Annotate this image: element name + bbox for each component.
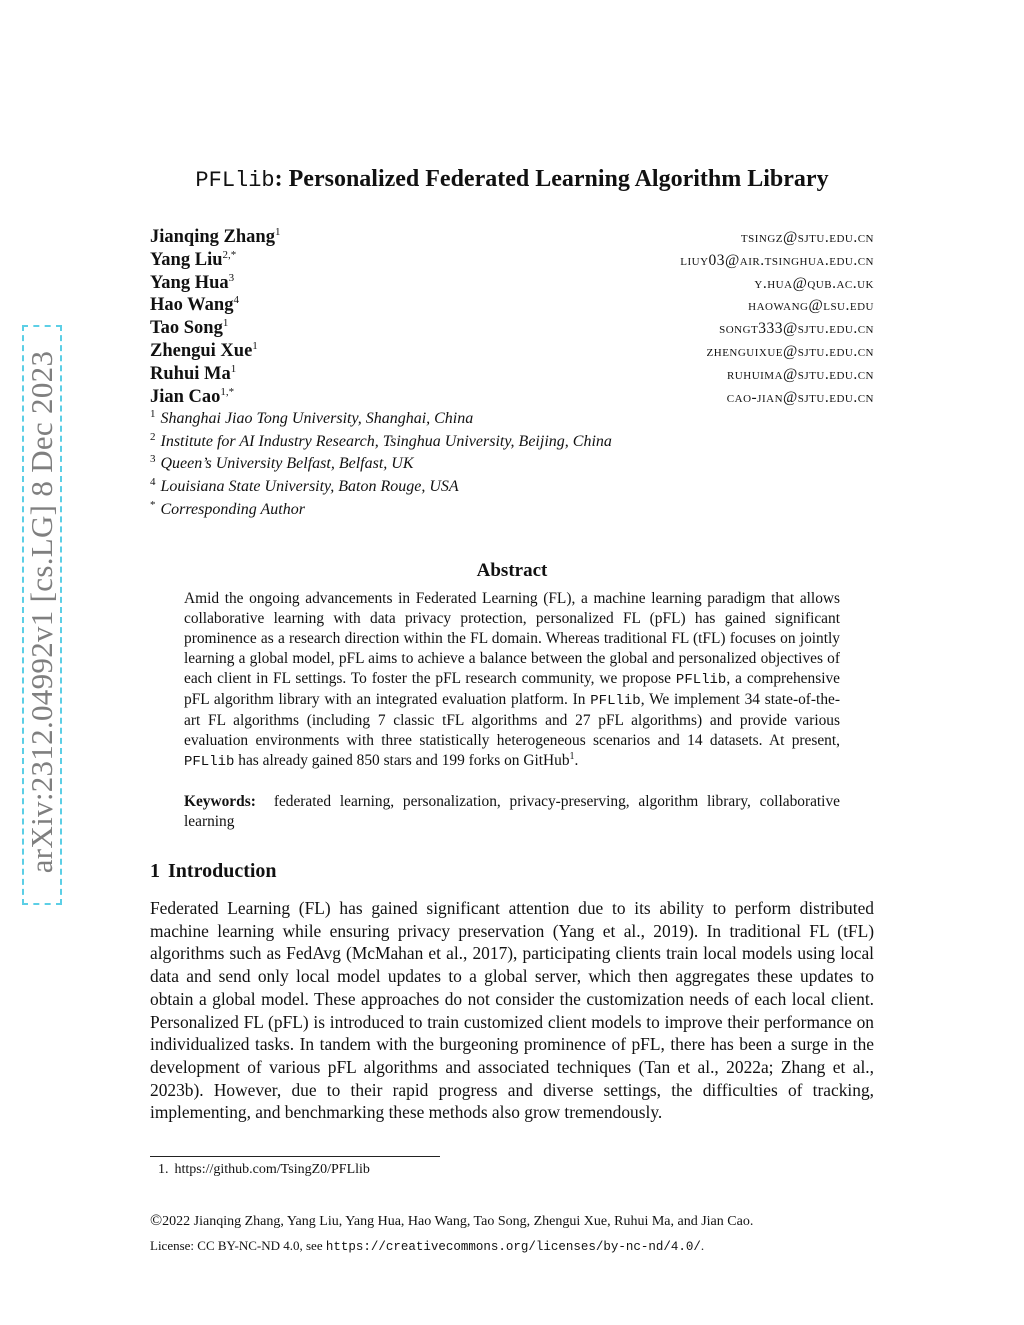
copyright-icon: © xyxy=(150,1212,163,1229)
paper-title xyxy=(150,166,874,193)
author-email[interactable]: haowang@lsu.edu xyxy=(748,297,874,315)
author-row xyxy=(150,272,874,295)
author-row xyxy=(150,226,874,249)
copyright-notice: ©2022 Jianqing Zhang, Yang Liu, Yang Hua, Hao Wang, Tao Song, Zhengui Xue, Ruhui Ma, and Jian Cao. xyxy=(150,1212,754,1229)
affiliation: $^2$ Institute for AI Industry Research, Tsinghua University, Beijing, China xyxy=(150,430,612,450)
author-name: Tao Song$^1$ xyxy=(150,317,229,339)
title-lib-name: PFLlib xyxy=(195,168,275,193)
affiliation: * Corresponding Author xyxy=(150,498,305,518)
footnote: 1. https://github.com/TsingZ0/PFLlib xyxy=(158,1162,370,1177)
affiliation: $^3$ Queen’s University Belfast, Belfast, UK xyxy=(150,453,414,473)
lib-name: PFLlib xyxy=(184,754,235,770)
author-row xyxy=(150,294,874,317)
author-email[interactable]: tsingz@sjtu.edu.cn xyxy=(740,229,874,246)
lib-name: PFLlib xyxy=(590,693,641,709)
affiliation-list xyxy=(150,408,874,521)
license-link[interactable]: https://creativecommons.org/licenses/by-nc-nd/4.0/ xyxy=(325,1240,701,1254)
author-list xyxy=(150,226,874,408)
abstract-heading: Abstract xyxy=(476,560,548,581)
title-text: : Personalized Federated Learning Algorithm Library xyxy=(274,166,829,192)
author-name: Yang Liu$^{2,*}$ xyxy=(150,248,237,270)
author-row xyxy=(150,249,874,272)
author-name: Jianqing Zhang$^1$ xyxy=(150,226,281,247)
author-row xyxy=(150,363,874,386)
author-name: Jian Cao$^{1,*}$ xyxy=(150,385,235,407)
abstract-body: Amid the ongoing advancements in Federated Learning (FL), a machine learning paradigm that allows collaborative learning with data privacy protection, personalized FL (pFL) has gained significant prominence as a research direction within the FL domain. Whereas traditional FL (tFL) focuses on jointly learning a global model, pFL aims to achieve a balance between the global and personalized objectives of each client in FL settings. To foster the pFL research community, we propose PFLlib, a comprehensive pFL algorithm library with an integrated evaluation platform. In PFLlib, We implement 34 state-of-the-art FL algorithms (including 7 classic tFL algorithms and 27 pFL algorithms) and provide various evaluation environments with three statistically heterogeneous scenarios and 14 datasets. At present, PFLlib has already gained 850 stars and 199 forks on GitHub$^1$. xyxy=(184,590,840,770)
footnote-divider xyxy=(150,1156,440,1157)
keywords xyxy=(184,792,840,832)
author-row xyxy=(150,340,874,363)
author-email[interactable]: ruhuima@sjtu.edu.cn xyxy=(726,365,874,383)
author-email[interactable]: songt333@sjtu.edu.cn xyxy=(719,320,874,338)
author-row xyxy=(150,386,874,409)
license-notice: License: CC BY-NC-ND 4.0, see https://creativecommons.org/licenses/by-nc-nd/4.0/. xyxy=(150,1238,705,1254)
affiliation: $^4$ Louisiana State University, Baton Rouge, USA xyxy=(150,476,459,496)
author-row xyxy=(150,317,874,340)
affiliation: $^1$ Shanghai Jiao Tong University, Shanghai, China xyxy=(150,408,474,427)
author-name: Zhengui Xue$^1$ xyxy=(150,339,258,361)
footnote-link[interactable]: https://github.com/TsingZ0/PFLlib xyxy=(174,1162,370,1177)
author-email[interactable]: y.hua@qub.ac.uk xyxy=(754,274,874,292)
section-body: Federated Learning (FL) has gained significant attention due to its ability to perform distributed machine learning while ensuring privacy preservation (Yang et al., 2019). In traditional FL (tFL) algorithms such as FedAvg (McMahan et al., 2017), participating clients train local models using local data and send only local model updates to a global server, which then aggregates these updates to obtain a global model. These approaches do not consider the customization needs of each local client. Personalized FL (pFL) is introduced to train customized client models to improve their performance on individualized tasks. In tandem with the burgeoning prominence of pFL, there has been a surge in the development of various pFL algorithms and associated techniques (Tan et al., 2022a; Zhang et al., 2023b). However, due to their rapid progress and diverse settings, the difficulties of tracking, implementing, and benchmarking these methods also grow tremendously. xyxy=(150,898,874,1123)
author-email[interactable]: cao-jian@sjtu.edu.cn xyxy=(726,388,874,406)
author-name: Yang Hua$^3$ xyxy=(150,271,235,293)
author-email[interactable]: zhenguixue@sjtu.edu.cn xyxy=(706,342,874,360)
author-email[interactable]: liuy03@air.tsinghua.edu.cn xyxy=(680,251,874,269)
arxiv-stamp[interactable]: arXiv:2312.04992v1 [cs.LG] 8 Dec 2023 xyxy=(24,350,59,874)
keywords-text: federated learning, personalization, privacy-preserving, algorithm library, collaborative learning xyxy=(184,793,840,830)
author-name: Ruhui Ma$^1$ xyxy=(150,362,237,384)
author-name: Hao Wang$^4$ xyxy=(150,294,239,316)
keywords-label: Keywords: xyxy=(184,793,256,810)
footnote-ref[interactable]: 1 xyxy=(569,751,575,762)
lib-name: PFLlib xyxy=(675,672,727,688)
section-heading: 1 Introduction xyxy=(150,860,277,882)
